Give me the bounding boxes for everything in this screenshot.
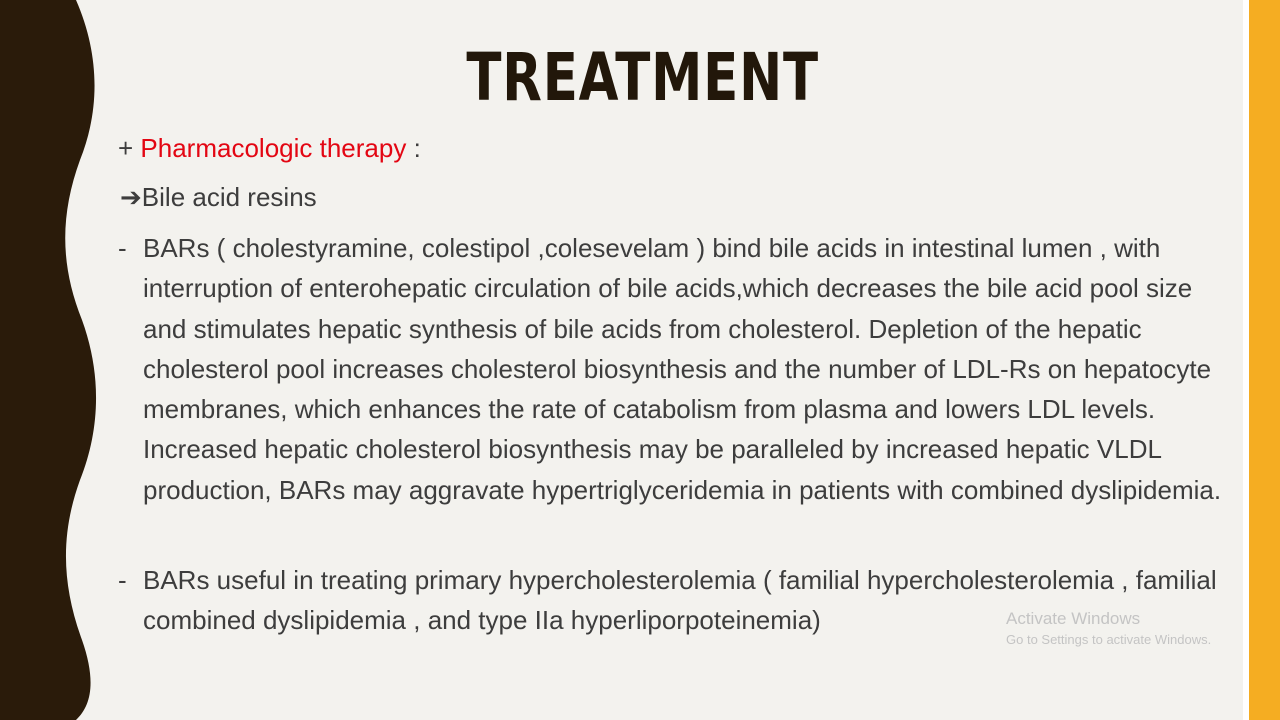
subheading-text: Bile acid resins (141, 182, 317, 212)
accent-bar (1249, 0, 1280, 720)
heading-suffix: : (406, 133, 421, 163)
heading-prefix: + (118, 133, 141, 163)
subheading (120, 177, 317, 217)
watermark-subtitle: Go to Settings to activate Windows. (1006, 632, 1212, 647)
arrow-icon: ➔ (120, 182, 142, 212)
slide-title: TREATMENT (466, 39, 819, 116)
heading-highlight: Pharmacologic therapy (140, 133, 407, 163)
bullet-text: BARs useful in treating primary hypercholesterolemia ( familial hypercholesterolemia , familial combined dyslipidemia , and type IIa hyperliporpoteinemia) (143, 565, 1217, 636)
watermark-title: Activate Windows (1006, 609, 1141, 628)
wavy-border-decoration (0, 0, 110, 720)
section-heading (118, 128, 421, 168)
activation-watermark (1006, 608, 1211, 650)
bullet-marker: - (118, 565, 127, 595)
bullet-marker: - (118, 233, 127, 263)
bullet-text: BARs ( cholestyramine, colestipol ,colesevelam ) bind bile acids in intestinal lumen , with interruption of enterohepatic circulation of bile acids,which decreases the bile acid pool size and stimulates hepatic synthesis of bile acids from cholesterol. Depletion of the hepatic cholesterol pool increases cholesterol biosynthesis and the number of LDL-Rs on hepatocyte membranes, which enhances the rate of catabolism from plasma and lowers LDL levels. Increased hepatic cholesterol biosynthesis may be paralleled by increased hepatic VLDL production, BARs may aggravate hypertriglyceridemia in patients with combined dyslipidemia. (143, 233, 1222, 505)
